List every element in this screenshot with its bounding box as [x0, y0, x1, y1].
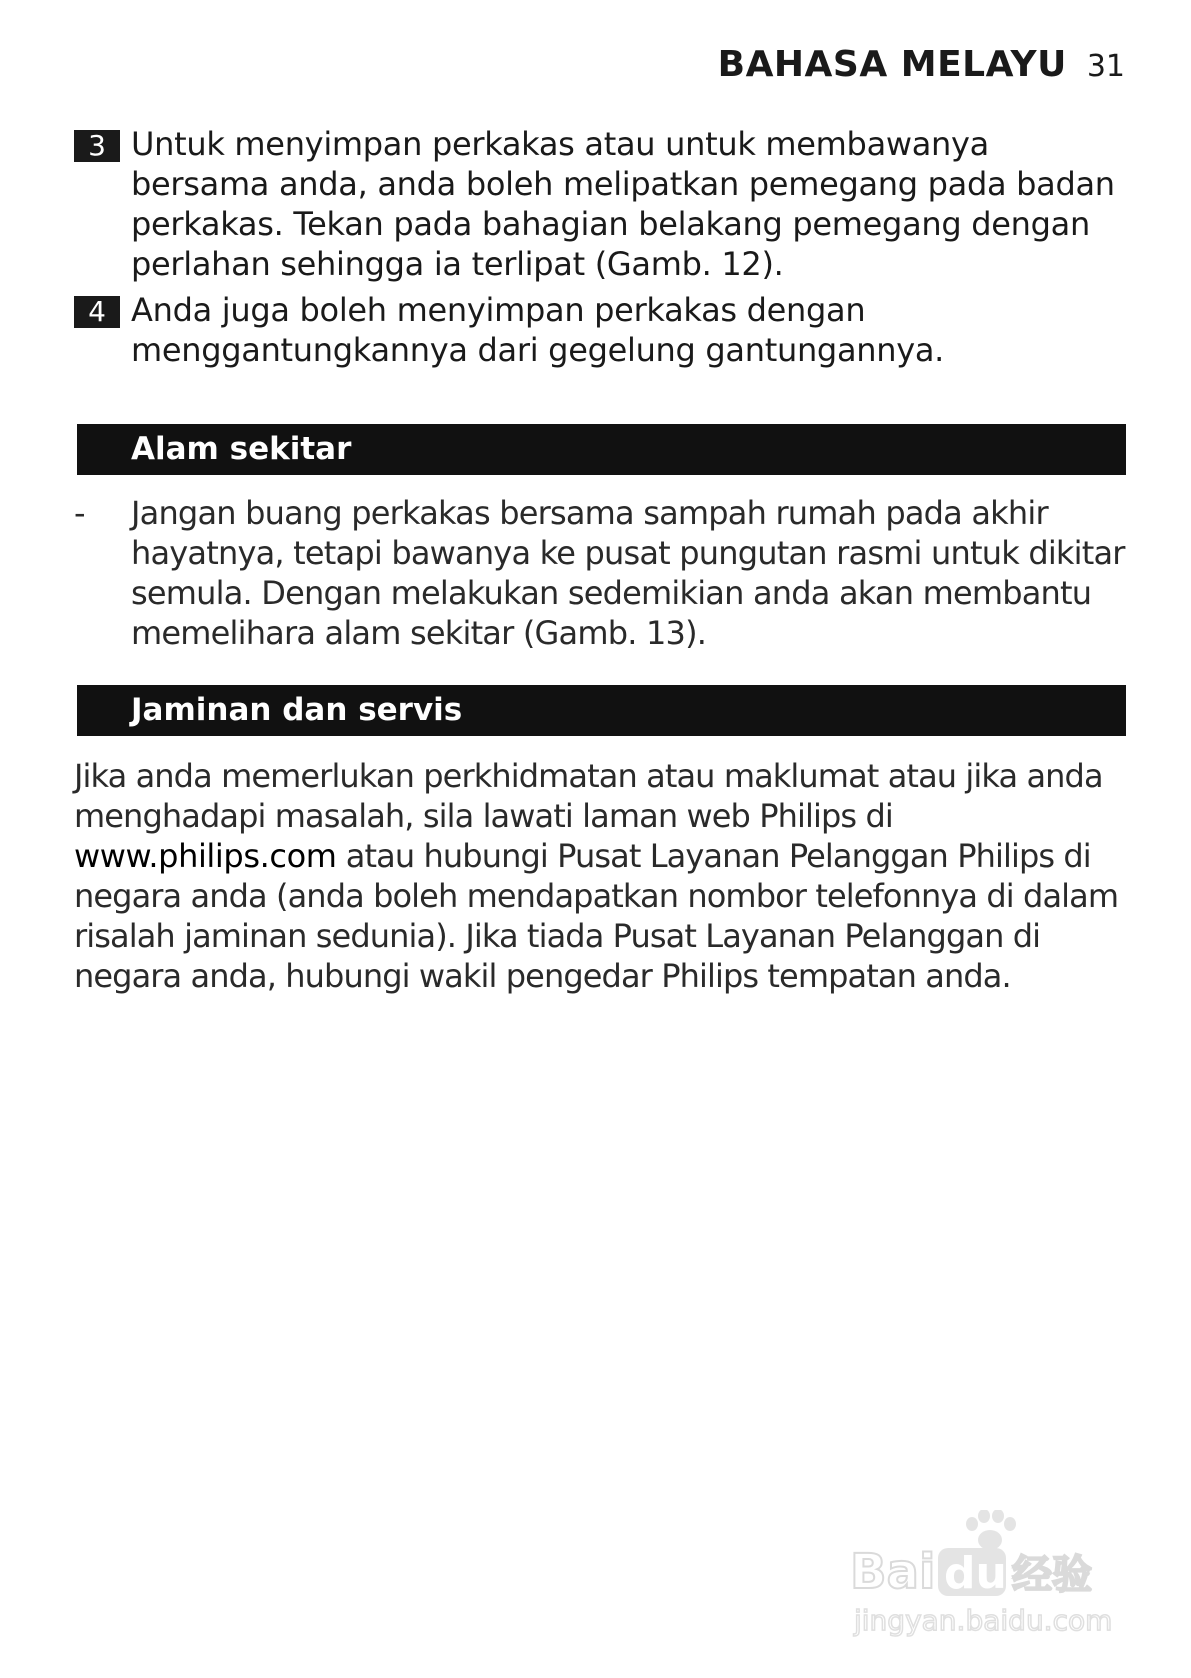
step-number-badge: 3 — [74, 130, 120, 162]
step-4 — [74, 290, 1134, 370]
paw-icon — [966, 1510, 1016, 1550]
page-number: 31 — [1086, 49, 1125, 84]
watermark-brand-b: du — [944, 1548, 1007, 1599]
section-heading-alam-sekitar — [77, 424, 1126, 475]
language-title: BAHASA MELAYU — [717, 44, 1067, 85]
section-title: Alam sekitar — [131, 431, 352, 467]
warranty-paragraph — [74, 756, 1134, 996]
step-number-badge: 4 — [74, 296, 120, 328]
watermark-cn: 经验 — [1012, 1552, 1092, 1598]
section-title: Jaminan dan servis — [131, 692, 463, 728]
watermark-brand-a: Bai — [850, 1544, 936, 1600]
paragraph-text: atau hubungi Pusat Layanan Pelanggan Philips di negara anda (anda boleh mendapatkan nombor telefonnya di dalam risalah jaminan sedunia). Jika tiada Pusat Layanan Pelanggan di negara anda, hubungi wakil pengedar Philips tempatan anda. — [74, 837, 1119, 995]
page-header — [718, 44, 1125, 85]
watermark-url: jingyan.baidu.com — [854, 1604, 1113, 1637]
baidu-jingyan-watermark — [850, 1510, 1130, 1640]
section-heading-jaminan-dan-servis — [77, 685, 1126, 736]
step-3 — [74, 124, 1134, 284]
bullet-dash: - — [74, 494, 86, 532]
bullet-item — [74, 493, 1134, 653]
step-text: Anda juga boleh menyimpan perkakas dengan menggantungkannya dari gegelung gantungannya. — [131, 291, 945, 369]
bullet-text: Jangan buang perkakas bersama sampah rumah pada akhir hayatnya, tetapi bawanya ke pusat pungutan rasmi untuk dikitar semula. Dengan melakukan sedemikian anda akan membantu memelihara alam sekitar (Gamb. 13). — [131, 494, 1125, 652]
philips-website-link[interactable]: www.philips.com — [74, 837, 337, 875]
paragraph-text: Jika anda memerlukan perkhidmatan atau maklumat atau jika anda menghadapi masalah, sila lawati laman web Philips di — [74, 757, 1103, 835]
step-text: Untuk menyimpan perkakas atau untuk membawanya bersama anda, anda boleh melipatkan pemegang pada badan perkakas. Tekan pada bahagian belakang pemegang dengan perlahan sehingga ia terlipat (Gamb. 12). — [131, 125, 1115, 283]
